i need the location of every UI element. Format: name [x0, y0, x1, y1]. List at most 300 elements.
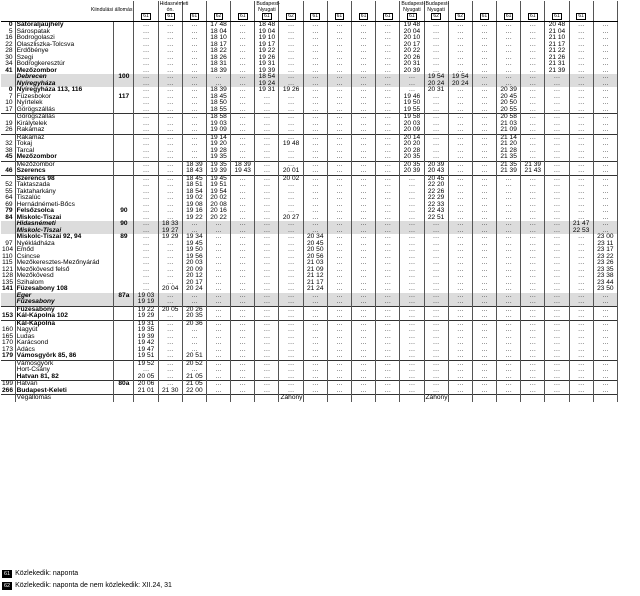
train-column-header — [255, 1, 279, 22]
time-cell: … — [521, 215, 545, 222]
time-cell: … — [134, 208, 158, 215]
station-name: Vámosgyörk — [15, 360, 114, 367]
time-cell: 21 17 — [303, 280, 327, 287]
train-type-badge: 61 — [239, 13, 246, 19]
km-cell: 32 — [1, 141, 15, 148]
time-cell: … — [521, 29, 545, 36]
time-cell: 23 11 — [593, 241, 617, 248]
time-cell: 22 20 — [424, 182, 448, 189]
time-cell: 20 45 — [497, 94, 521, 101]
time-cell: … — [424, 299, 448, 306]
km-cell: 41 — [1, 68, 15, 75]
time-cell: 21 20 — [497, 141, 521, 148]
connection-ref — [114, 388, 134, 395]
time-cell: … — [352, 306, 376, 313]
time-cell: … — [376, 234, 400, 241]
time-cell: … — [497, 55, 521, 62]
time-cell: … — [231, 320, 255, 327]
time-cell: 19 39 — [134, 334, 158, 341]
time-cell: 21 04 — [545, 29, 569, 36]
station-name: Nyékládháza — [15, 241, 114, 248]
time-cell: … — [231, 347, 255, 354]
time-cell: … — [545, 234, 569, 241]
time-cell: … — [134, 221, 158, 228]
time-cell: 18 39 — [182, 161, 206, 168]
time-cell: … — [255, 260, 279, 267]
train-type-badge: 61 — [360, 13, 367, 19]
km-cell: 0 — [1, 22, 15, 29]
time-cell: … — [303, 94, 327, 101]
time-cell: … — [400, 320, 424, 327]
time-cell: … — [497, 353, 521, 360]
time-cell: … — [134, 121, 158, 128]
time-cell: … — [376, 202, 400, 209]
time-cell: … — [545, 74, 569, 81]
time-cell: … — [327, 161, 351, 168]
connection-ref — [114, 168, 134, 175]
time-cell: … — [521, 347, 545, 354]
timetable-row — [1, 381, 618, 388]
station-name: Miskolc-Tiszai — [15, 215, 114, 222]
time-cell: … — [327, 121, 351, 128]
time-cell: … — [545, 313, 569, 320]
time-cell: … — [327, 74, 351, 81]
terminus-note — [182, 395, 206, 402]
time-cell: … — [521, 22, 545, 29]
time-cell: … — [569, 334, 593, 341]
time-cell: … — [303, 189, 327, 196]
time-cell: … — [279, 121, 303, 128]
time-cell: … — [376, 29, 400, 36]
time-cell: … — [255, 334, 279, 341]
time-cell: … — [182, 154, 206, 161]
time-cell: … — [255, 320, 279, 327]
time-cell: … — [231, 234, 255, 241]
time-cell: … — [400, 228, 424, 235]
time-cell: … — [376, 114, 400, 121]
time-cell: … — [134, 241, 158, 248]
time-cell: … — [182, 347, 206, 354]
time-cell: … — [303, 293, 327, 300]
time-cell: … — [376, 35, 400, 42]
time-cell: … — [448, 306, 472, 313]
time-cell: 19 48 — [279, 141, 303, 148]
train-type-badge: 61 — [384, 13, 391, 19]
time-cell: … — [424, 42, 448, 49]
time-cell: 19 29 — [158, 234, 182, 241]
time-cell: … — [376, 215, 400, 222]
time-cell: … — [400, 260, 424, 267]
time-cell: … — [303, 313, 327, 320]
time-cell: 19 50 — [182, 247, 206, 254]
time-cell: … — [327, 141, 351, 148]
time-cell: … — [593, 367, 617, 374]
time-cell: … — [448, 55, 472, 62]
time-cell: … — [327, 353, 351, 360]
time-cell: 21 28 — [497, 148, 521, 155]
train-type-badge: 61 — [336, 13, 343, 19]
time-cell: 20 09 — [182, 267, 206, 274]
station-name: Hernádnémeti-Bőcs — [15, 202, 114, 209]
time-cell: … — [231, 381, 255, 388]
time-cell: … — [206, 260, 230, 267]
time-cell: … — [327, 381, 351, 388]
train-column-header — [206, 1, 230, 22]
time-cell: … — [352, 74, 376, 81]
time-cell: 19 28 — [206, 148, 230, 155]
time-cell: … — [327, 260, 351, 267]
time-cell: … — [255, 388, 279, 395]
time-cell: … — [352, 340, 376, 347]
time-cell: … — [545, 215, 569, 222]
station-name: Füzesabony 108 — [15, 286, 114, 293]
time-cell: … — [448, 87, 472, 94]
train-type-badge: 62 — [215, 13, 222, 19]
time-cell: 22 53 — [569, 228, 593, 235]
train-type-badge: 62 — [288, 13, 294, 19]
time-cell: … — [327, 189, 351, 196]
time-cell: … — [545, 221, 569, 228]
time-cell: … — [593, 293, 617, 300]
time-cell: … — [521, 374, 545, 381]
time-cell: … — [448, 334, 472, 341]
time-cell: … — [400, 254, 424, 261]
time-cell: … — [424, 114, 448, 121]
terminus-note — [352, 395, 376, 402]
time-cell: … — [182, 74, 206, 81]
time-cell: … — [376, 55, 400, 62]
time-cell: … — [521, 293, 545, 300]
time-cell: … — [134, 148, 158, 155]
time-cell: … — [376, 61, 400, 68]
time-cell: … — [497, 247, 521, 254]
time-cell: … — [472, 299, 496, 306]
time-cell: … — [593, 381, 617, 388]
timetable-row — [1, 306, 618, 313]
time-cell: … — [545, 107, 569, 114]
time-cell: … — [424, 221, 448, 228]
time-cell: … — [497, 182, 521, 189]
time-cell: … — [424, 280, 448, 287]
time-cell: … — [497, 202, 521, 209]
time-cell: … — [593, 81, 617, 88]
time-cell: … — [352, 100, 376, 107]
time-cell: … — [424, 35, 448, 42]
time-cell: … — [279, 320, 303, 327]
time-cell: … — [231, 175, 255, 182]
time-cell: … — [472, 241, 496, 248]
time-cell: … — [593, 215, 617, 222]
time-cell: … — [569, 134, 593, 141]
terminus-note — [521, 395, 545, 402]
train-type-badge: 62 — [433, 13, 439, 19]
time-cell: 19 56 — [182, 254, 206, 261]
time-cell: … — [134, 61, 158, 68]
time-cell: … — [327, 195, 351, 202]
time-cell: … — [206, 228, 230, 235]
time-cell: … — [327, 299, 351, 306]
time-cell: … — [352, 81, 376, 88]
time-cell: … — [231, 374, 255, 381]
time-cell: … — [569, 374, 593, 381]
time-cell: 19 45 — [182, 241, 206, 248]
train-column-header — [352, 1, 376, 22]
time-cell: … — [569, 286, 593, 293]
time-cell: 18 58 — [206, 114, 230, 121]
time-cell: … — [279, 154, 303, 161]
time-cell: … — [472, 175, 496, 182]
time-cell: 21 39 — [545, 68, 569, 75]
km-cell: 84 — [1, 215, 15, 222]
km-cell: 135 — [1, 280, 15, 287]
time-cell: … — [231, 94, 255, 101]
time-cell: … — [158, 293, 182, 300]
time-cell: … — [424, 340, 448, 347]
time-cell: … — [448, 254, 472, 261]
time-cell: … — [206, 247, 230, 254]
time-cell: … — [303, 148, 327, 155]
terminus-note — [376, 395, 400, 402]
time-cell: … — [376, 175, 400, 182]
km-cell: 170 — [1, 340, 15, 347]
time-cell: 19 35 — [134, 327, 158, 334]
time-cell: … — [593, 29, 617, 36]
time-cell: 19 26 — [255, 55, 279, 62]
time-cell: … — [569, 154, 593, 161]
time-cell: … — [158, 189, 182, 196]
time-cell: … — [448, 280, 472, 287]
time-cell: … — [376, 340, 400, 347]
time-cell: … — [303, 182, 327, 189]
time-cell: … — [303, 306, 327, 313]
station-name: Tokaj — [15, 141, 114, 148]
time-cell: … — [376, 107, 400, 114]
time-cell: … — [158, 280, 182, 287]
time-cell: … — [497, 367, 521, 374]
time-cell: … — [352, 293, 376, 300]
time-cell: 19 22 — [255, 48, 279, 55]
time-cell: 22 29 — [424, 195, 448, 202]
time-cell: … — [352, 87, 376, 94]
time-cell: … — [593, 299, 617, 306]
km-cell: 160 — [1, 327, 15, 334]
connection-ref: 89 — [114, 234, 134, 241]
time-cell: … — [448, 154, 472, 161]
time-cell: … — [545, 267, 569, 274]
time-cell: … — [352, 22, 376, 29]
station-name: Eger — [15, 293, 114, 300]
time-cell: … — [327, 175, 351, 182]
time-cell: … — [424, 374, 448, 381]
time-cell: 19 39 — [206, 168, 230, 175]
time-cell: … — [182, 334, 206, 341]
time-cell: … — [448, 107, 472, 114]
time-cell: … — [255, 327, 279, 334]
time-cell: … — [352, 121, 376, 128]
time-cell: … — [255, 228, 279, 235]
time-cell: … — [545, 273, 569, 280]
time-cell: … — [569, 161, 593, 168]
time-cell: … — [303, 334, 327, 341]
time-cell: … — [545, 286, 569, 293]
station-name: Szerencs 98 — [15, 175, 114, 182]
timetable-row — [1, 374, 618, 381]
time-cell: 21 31 — [545, 61, 569, 68]
time-cell: … — [231, 221, 255, 228]
time-cell: … — [521, 340, 545, 347]
time-cell: … — [206, 367, 230, 374]
time-cell: … — [231, 35, 255, 42]
time-cell: … — [448, 195, 472, 202]
time-cell: … — [593, 94, 617, 101]
time-cell: … — [521, 114, 545, 121]
time-cell: 20 04 — [158, 286, 182, 293]
time-cell: … — [545, 168, 569, 175]
time-cell: … — [255, 313, 279, 320]
time-cell: … — [231, 22, 255, 29]
time-cell: … — [545, 121, 569, 128]
time-cell: … — [255, 127, 279, 134]
time-cell: … — [327, 134, 351, 141]
time-cell: … — [424, 94, 448, 101]
timetable-row — [1, 107, 618, 114]
time-cell: … — [376, 313, 400, 320]
time-cell: 19 42 — [134, 340, 158, 347]
connection-ref: 117 — [114, 94, 134, 101]
time-cell: … — [497, 35, 521, 42]
station-name: Miskolc-Tiszai 92, 94 — [15, 234, 114, 241]
time-cell: … — [545, 208, 569, 215]
time-cell: … — [206, 320, 230, 327]
time-cell: … — [279, 353, 303, 360]
terminus-note: Záhony — [280, 394, 303, 402]
time-cell: … — [158, 134, 182, 141]
time-cell: … — [158, 121, 182, 128]
time-cell: … — [279, 367, 303, 374]
time-cell: … — [327, 148, 351, 155]
time-cell: 20 04 — [400, 29, 424, 36]
time-cell: … — [231, 134, 255, 141]
time-cell: … — [352, 61, 376, 68]
time-cell: … — [376, 100, 400, 107]
train-column-header — [279, 1, 303, 22]
time-cell: 21 05 — [182, 381, 206, 388]
time-cell: … — [521, 81, 545, 88]
time-cell: … — [206, 327, 230, 334]
time-cell: … — [352, 189, 376, 196]
time-cell: … — [231, 55, 255, 62]
time-cell: 20 01 — [279, 168, 303, 175]
time-cell: … — [255, 121, 279, 128]
time-cell: … — [327, 68, 351, 75]
time-cell: … — [376, 367, 400, 374]
time-cell: … — [303, 175, 327, 182]
time-cell: 19 09 — [206, 127, 230, 134]
time-cell: … — [231, 254, 255, 261]
time-cell: … — [376, 154, 400, 161]
time-cell: … — [279, 273, 303, 280]
time-cell: … — [424, 367, 448, 374]
km-cell: 97 — [1, 241, 15, 248]
time-cell: … — [206, 299, 230, 306]
time-cell: … — [303, 61, 327, 68]
time-cell: … — [279, 313, 303, 320]
time-cell: 20 06 — [134, 381, 158, 388]
time-cell: … — [472, 35, 496, 42]
time-cell: … — [182, 68, 206, 75]
time-cell: … — [279, 388, 303, 395]
time-cell: … — [569, 267, 593, 274]
time-cell: … — [472, 87, 496, 94]
time-cell: … — [424, 267, 448, 274]
time-cell: 20 20 — [400, 141, 424, 148]
station-name: Felsőzsolca — [15, 208, 114, 215]
time-cell: … — [448, 68, 472, 75]
time-cell: 19 55 — [400, 107, 424, 114]
time-cell: … — [497, 221, 521, 228]
time-cell: … — [206, 267, 230, 274]
time-cell: … — [448, 228, 472, 235]
time-cell: … — [255, 254, 279, 261]
time-cell: … — [424, 29, 448, 36]
time-cell: … — [376, 347, 400, 354]
time-cell: … — [521, 42, 545, 49]
time-cell: … — [255, 340, 279, 347]
time-cell: 21 09 — [303, 267, 327, 274]
time-cell: 23 35 — [593, 267, 617, 274]
time-cell: … — [497, 320, 521, 327]
time-cell: … — [279, 134, 303, 141]
time-cell: … — [472, 234, 496, 241]
time-cell: … — [376, 374, 400, 381]
time-cell: 20 52 — [182, 360, 206, 367]
time-cell: … — [303, 29, 327, 36]
time-cell: 19 19 — [134, 299, 158, 306]
train-column-header — [521, 1, 545, 22]
terminus-note — [472, 395, 496, 402]
time-cell: 20 39 — [400, 68, 424, 75]
time-cell: 19 27 — [158, 228, 182, 235]
time-cell: … — [448, 367, 472, 374]
time-cell: … — [134, 273, 158, 280]
time-cell: 19 35 — [206, 161, 230, 168]
time-cell: … — [569, 61, 593, 68]
time-cell: … — [569, 182, 593, 189]
time-cell: 20 35 — [400, 154, 424, 161]
time-cell: 20 34 — [303, 234, 327, 241]
time-cell: 20 36 — [182, 320, 206, 327]
time-cell: … — [569, 381, 593, 388]
timetable-row — [1, 168, 618, 175]
time-cell: 19 22 — [182, 215, 206, 222]
terminus-label: Végállomás — [15, 395, 114, 402]
time-cell: … — [376, 121, 400, 128]
time-cell: … — [497, 254, 521, 261]
time-cell: 20 39 — [400, 168, 424, 175]
time-cell: … — [327, 221, 351, 228]
time-cell: … — [424, 228, 448, 235]
timetable-row — [1, 22, 618, 29]
time-cell: 20 12 — [182, 273, 206, 280]
time-cell: … — [255, 286, 279, 293]
time-cell: … — [448, 221, 472, 228]
time-cell: … — [158, 100, 182, 107]
time-cell: … — [545, 280, 569, 287]
time-cell: … — [158, 55, 182, 62]
time-cell: … — [400, 367, 424, 374]
time-cell: … — [158, 74, 182, 81]
train-origin-note: Budapest- Nyugati — [256, 1, 280, 13]
